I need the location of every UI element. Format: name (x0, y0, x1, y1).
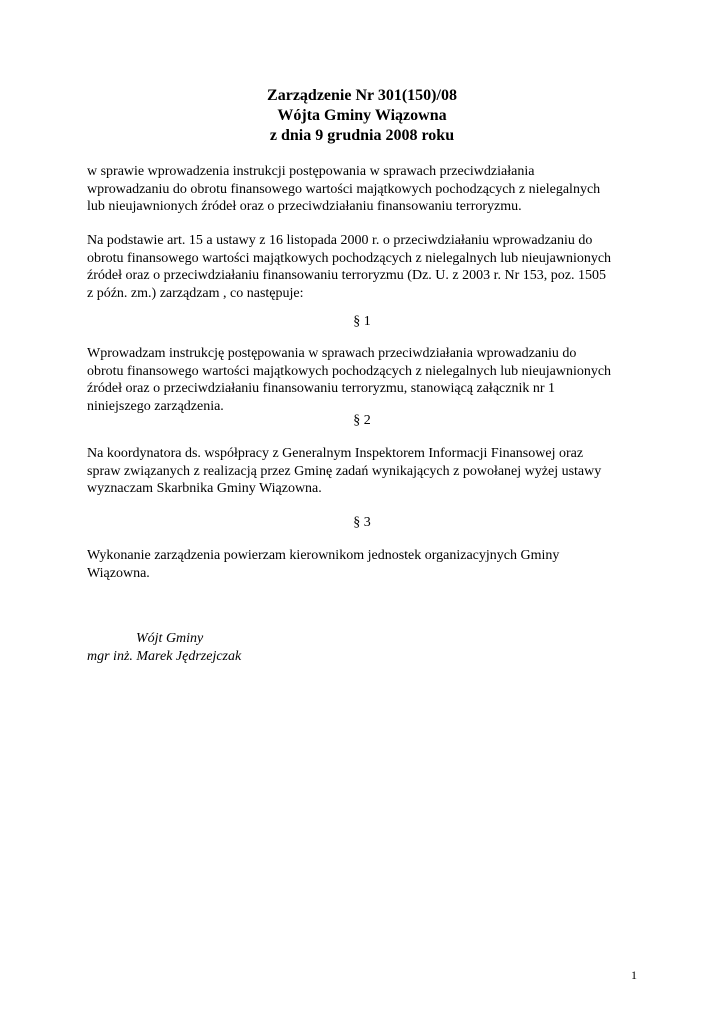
title-line-issuer: Wójta Gminy Wiązowna (277, 107, 447, 124)
section-3-mark: § 3 (353, 515, 371, 530)
signature-title: Wójt Gminy (136, 631, 204, 646)
title-line-date: z dnia 9 grudnia 2008 roku (269, 127, 455, 144)
section-2-line: Na koordynatora ds. współpracy z Generalnym Inspektorem Informacji Finansowej oraz (87, 446, 584, 461)
section-3-paragraph (87, 547, 639, 582)
section-2-line: wyznaczam Skarbnika Gminy Wiązowna. (87, 481, 322, 496)
section-1-paragraph (87, 345, 639, 415)
section-1-mark: § 1 (353, 314, 371, 329)
title-line-order-number: Zarządzenie Nr 301(150)/08 (267, 87, 457, 104)
basis-line: obrotu finansowego wartości majątkowych pochodzących z nielegalnych lub nieujawnionych (87, 250, 612, 266)
signature-block (87, 630, 241, 665)
intro-line: lub nieujawnionych źródeł oraz o przeciwdziałaniu finansowaniu terroryzmu. (87, 199, 522, 214)
intro-paragraph (87, 163, 639, 216)
section-2-line: spraw związanych z realizacją przez Gminę zadań wynikających z powołanej wyżej ustawy (87, 463, 602, 479)
page-number: 1 (631, 968, 637, 982)
section-3-line: Wiązowna. (87, 565, 150, 581)
intro-line: wprowadzaniu do obrotu finansowego wartości majątkowych pochodzących z nielegalnych (87, 181, 601, 197)
section-3-line: Wykonanie zarządzenia powierzam kierownikom jednostek organizacyjnych Gminy (87, 548, 560, 563)
signature-name: mgr inż. Marek Jędrzejczak (87, 648, 242, 664)
section-2-paragraph (87, 445, 639, 498)
section-1-line: źródeł oraz o przeciwdziałaniu finansowaniu terroryzmu, stanowiącą załącznik nr 1 (87, 381, 556, 396)
legal-basis-paragraph (87, 232, 639, 302)
basis-line: źródeł oraz o przeciwdziałaniu finansowaniu terroryzmu (Dz. U. z 2003 r. Nr 153, poz. 1505 (87, 268, 606, 283)
intro-line: w sprawie wprowadzenia instrukcji postępowania w sprawach przeciwdziałania (87, 164, 535, 179)
basis-line: Na podstawie art. 15 a ustawy z 16 listopada 2000 r. o przeciwdziałaniu wprowadzaniu do (87, 233, 593, 248)
section-1-line: Wprowadzam instrukcję postępowania w sprawach przeciwdziałania wprowadzaniu do (87, 346, 577, 361)
section-2-mark: § 2 (353, 413, 371, 428)
basis-line: z późn. zm.) zarządzam , co następuje: (87, 285, 304, 301)
section-1-line: niniejszego zarządzenia. (87, 398, 224, 414)
document-title (0, 86, 724, 146)
section-1-line: obrotu finansowego wartości majątkowych pochodzących z nielegalnych lub nieujawnionych (87, 363, 612, 379)
